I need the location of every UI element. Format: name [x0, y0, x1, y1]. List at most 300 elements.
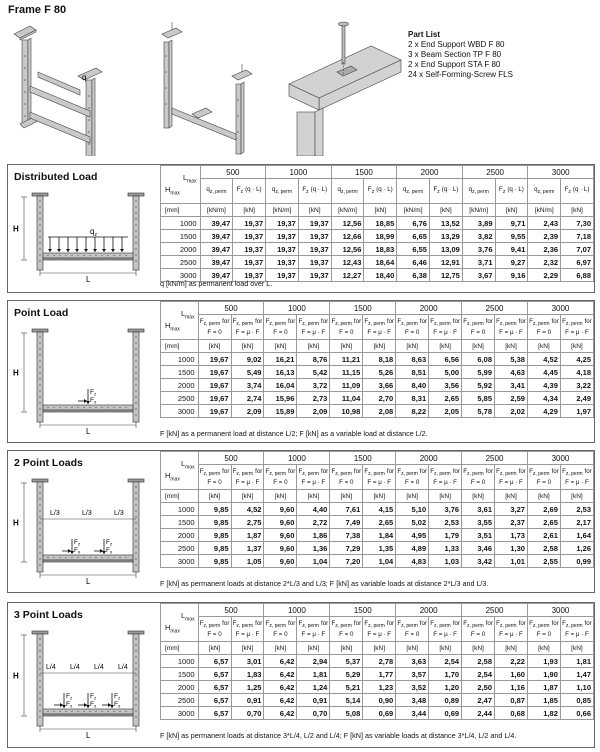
q-subscript: z, perm: [209, 189, 227, 196]
kn-per-m-unit: [kN/m]: [462, 204, 495, 217]
frame-drawing: [32, 479, 144, 572]
f-z-perm-header: [527, 617, 560, 642]
value-cell: 2,37: [495, 516, 528, 529]
table-row: [161, 256, 594, 269]
q-perm-header: [200, 179, 233, 204]
f-symbol: F: [298, 318, 303, 326]
value-cell: 3,56: [429, 379, 462, 392]
condition-label: F = μ · F: [367, 328, 392, 336]
value-cell: 13,09: [429, 243, 462, 256]
value-cell: 1,25: [231, 681, 264, 694]
lmax-symbol: L: [180, 459, 186, 468]
f-formula: (q · L): [376, 185, 393, 193]
for-label: for: [222, 318, 230, 326]
value-cell: 1,36: [297, 542, 330, 555]
for-label: for: [353, 318, 362, 326]
value-cell: 19,37: [233, 256, 266, 269]
value-cell: 16,04: [264, 379, 297, 392]
kn-unit: [kN]: [198, 642, 231, 655]
value-cell: 19,37: [266, 243, 299, 256]
value-cell: 5,10: [396, 503, 429, 516]
span-division-label: L/3: [50, 510, 60, 517]
for-label: for: [518, 468, 526, 476]
f-subscript: z, perm: [335, 471, 352, 478]
condition-label: F = μ · F: [367, 478, 392, 486]
value-cell: 0,70: [297, 707, 330, 720]
table-footnote: F [kN] as permanent loads at distance 2*L/3 and L/3; F [kN] as variable loads at distance 2*L/3 and L/3.: [160, 579, 489, 588]
value-cell: 7,29: [330, 542, 363, 555]
value-cell: 19,67: [198, 392, 231, 405]
fz-force-label: $F_z$: [90, 693, 97, 701]
value-cell: 1,35: [363, 542, 396, 555]
value-cell: 4,39: [527, 379, 560, 392]
f-z-header: [233, 179, 266, 204]
value-cell: 5,26: [363, 366, 396, 379]
length-column-header: 2500: [462, 452, 528, 465]
f-subscript: z, perm: [203, 321, 221, 328]
length-column-header: 3000: [527, 452, 593, 465]
unit-row: [161, 340, 594, 353]
f-symbol: F: [298, 620, 303, 628]
condition-label: F = 0: [470, 478, 486, 486]
f-subscript: z: [437, 189, 440, 196]
hmax-symbol: H: [165, 184, 171, 194]
value-cell: 2,32: [528, 256, 561, 269]
value-cell: 9,85: [198, 516, 231, 529]
value-cell: 13,29: [429, 230, 462, 243]
for-label: for: [288, 620, 296, 628]
unit-row: [161, 204, 594, 217]
length-column-header: 500: [198, 452, 264, 465]
part-list-item: 3 x Beam Section TP F 80: [408, 50, 502, 59]
value-cell: 15,96: [264, 392, 297, 405]
length-column-header: 3000: [528, 166, 594, 179]
value-cell: 4,40: [297, 503, 330, 516]
section-title: 2 Point Loads: [14, 457, 83, 469]
f-symbol: F: [496, 468, 500, 476]
height-cell: 3000: [161, 405, 199, 418]
value-cell: 1,33: [429, 542, 462, 555]
f-subscript: z, perm: [532, 623, 550, 630]
condition-label: F = 0: [405, 630, 420, 638]
value-cell: 2,55: [527, 555, 560, 568]
value-cell: 2,53: [560, 503, 593, 516]
for-label: for: [320, 620, 329, 628]
f-subscript: z, perm: [466, 471, 484, 478]
kn-unit: [kN]: [330, 642, 363, 655]
f-z-perm-header: [264, 465, 297, 490]
f-z-perm-header: [429, 465, 462, 490]
distributed-load-arrows: [48, 237, 128, 252]
length-header-row: [161, 166, 594, 179]
height-cell: 3000: [161, 555, 199, 568]
kn-per-m-unit: [kN/m]: [331, 204, 364, 217]
kn-unit: [kN]: [297, 490, 330, 503]
condition-label: F = μ · F: [301, 630, 326, 638]
value-cell: 7,49: [330, 516, 363, 529]
for-label: for: [485, 620, 493, 628]
value-cell: 1,05: [231, 555, 264, 568]
value-cell: 3,57: [396, 668, 429, 681]
frame-drawing: [32, 193, 144, 270]
lmax-subscript: max: [187, 178, 197, 185]
value-cell: 6,46: [397, 256, 430, 269]
value-cell: 3,66: [363, 379, 396, 392]
table-row: [161, 707, 594, 720]
length-header-row: [161, 302, 594, 315]
length-column-header: 2000: [396, 452, 462, 465]
condition-label: F = 0: [536, 478, 552, 486]
value-cell: 39,47: [200, 243, 233, 256]
condition-label: F = μ · F: [433, 328, 457, 336]
q-symbol: q: [337, 185, 341, 193]
subheader-row: [161, 617, 594, 642]
kn-unit: [kN]: [396, 642, 429, 655]
for-label: for: [584, 620, 592, 628]
value-cell: 2,69: [527, 503, 560, 516]
q-perm-header: [462, 179, 495, 204]
table-row: [161, 655, 594, 668]
value-cell: 3,51: [462, 529, 495, 542]
f-subscript: z, perm: [368, 471, 385, 478]
frame-drawing: [32, 329, 144, 422]
value-cell: 5,92: [462, 379, 495, 392]
value-cell: 2,58: [527, 542, 560, 555]
f-z-perm-header: [527, 315, 560, 340]
mm-unit: [mm]: [161, 490, 199, 503]
value-cell: 4,83: [396, 555, 429, 568]
length-column-header: 3000: [527, 604, 593, 617]
fx-force-label: $F_x$: [90, 397, 97, 405]
value-cell: 1,85: [527, 694, 560, 707]
f-symbol: F: [298, 468, 303, 476]
value-cell: 9,60: [264, 529, 297, 542]
value-cell: 9,16: [495, 269, 528, 282]
value-cell: 5,08: [330, 707, 363, 720]
value-cell: 19,37: [266, 217, 299, 230]
section-title: Point Load: [14, 307, 69, 319]
condition-label: F = μ · F: [565, 478, 589, 486]
value-cell: 2,02: [495, 405, 528, 418]
value-cell: 0,66: [560, 707, 593, 720]
span-division-label: L/4: [70, 664, 80, 671]
f-subscript: z, perm: [335, 623, 352, 630]
value-cell: 4,52: [231, 503, 264, 516]
f-symbol: F: [529, 468, 533, 476]
f-z-perm-header: [363, 315, 396, 340]
value-cell: 1,86: [297, 529, 330, 542]
value-cell: 1,73: [495, 529, 528, 542]
value-cell: 11,21: [330, 353, 363, 366]
value-cell: 15,89: [264, 405, 297, 418]
length-column-header: 2500: [462, 302, 528, 315]
value-cell: 18,99: [364, 230, 397, 243]
f-z-perm-header: [330, 315, 363, 340]
value-cell: 0,89: [429, 694, 462, 707]
value-cell: 6,55: [397, 243, 430, 256]
value-cell: 1,81: [560, 655, 593, 668]
lmax-label: [165, 309, 197, 321]
value-cell: 2,17: [560, 516, 593, 529]
value-cell: 19,37: [233, 230, 266, 243]
length-column-header: 1500: [330, 452, 396, 465]
kn-per-m-unit: [kN/m]: [397, 204, 430, 217]
value-cell: 2,78: [363, 655, 396, 668]
f-symbol: F: [562, 620, 566, 628]
for-label: for: [320, 318, 329, 326]
value-cell: 4,15: [363, 503, 396, 516]
value-cell: 11,09: [330, 379, 363, 392]
for-label: for: [584, 468, 592, 476]
f-z-header: [561, 179, 594, 204]
value-cell: 7,18: [561, 230, 594, 243]
value-cell: 0,87: [495, 694, 528, 707]
value-cell: 19,37: [298, 269, 331, 282]
value-cell: 3,63: [396, 655, 429, 668]
length-dimension-label: L: [86, 731, 91, 740]
length-column-header: 1000: [264, 604, 330, 617]
value-cell: 6,42: [264, 681, 297, 694]
value-cell: 39,47: [200, 269, 233, 282]
height-cell: 1000: [161, 655, 199, 668]
value-cell: 8,63: [396, 353, 429, 366]
value-cell: 0,69: [363, 707, 396, 720]
value-cell: 4,29: [527, 405, 560, 418]
hmax-symbol: H: [165, 320, 171, 330]
for-label: for: [551, 468, 559, 476]
f-formula: (q · L): [572, 185, 590, 193]
q-symbol: q: [468, 185, 473, 193]
height-cell: 3000: [161, 269, 201, 282]
value-cell: 5,99: [462, 366, 495, 379]
length-column-header: 2500: [462, 166, 528, 179]
condition-label: F = 0: [405, 478, 420, 486]
value-cell: 2,65: [363, 516, 396, 529]
value-cell: 19,37: [233, 269, 266, 282]
value-cell: 3,76: [462, 243, 495, 256]
fx-force-label: $F_x$: [90, 701, 97, 709]
f-z-perm-header: [231, 315, 264, 340]
height-cell: 1000: [161, 353, 199, 366]
fz-force-label: $F_z$: [66, 693, 73, 701]
part-list-item: 2 x End Support WBD F 80: [408, 40, 505, 49]
f-z-perm-header: [396, 315, 429, 340]
kn-unit: [kN]: [429, 642, 462, 655]
value-cell: 13,52: [429, 217, 462, 230]
f-symbol: F: [364, 620, 369, 628]
height-dimension-label: H: [13, 671, 19, 681]
value-cell: 1,01: [495, 555, 528, 568]
f-subscript: z, perm: [401, 321, 418, 328]
condition-label: F = μ · F: [433, 630, 457, 638]
q-perm-header: [331, 179, 364, 204]
q-subscript: z, perm: [472, 189, 489, 196]
condition-label: F = 0: [470, 328, 486, 336]
for-label: for: [452, 468, 460, 476]
f-z-perm-header: [495, 315, 528, 340]
f-z-header: [495, 179, 528, 204]
length-dimension-label: L: [86, 577, 91, 586]
table-row: [161, 230, 594, 243]
f-subscript: z, perm: [236, 623, 254, 630]
section-title: Distributed Load: [14, 171, 98, 183]
q-subscript: z, perm: [537, 189, 555, 196]
value-cell: 5,85: [462, 392, 495, 405]
kn-unit: [kN]: [363, 340, 396, 353]
f-subscript: z, perm: [203, 471, 221, 478]
length-dimension-label: L: [86, 275, 91, 284]
value-cell: 19,37: [266, 256, 299, 269]
height-cell: 2500: [161, 392, 199, 405]
kn-unit: [kN]: [527, 642, 560, 655]
hmax-subscript: max: [170, 628, 180, 634]
for-label: for: [386, 468, 395, 476]
f-z-perm-header: [527, 465, 560, 490]
value-cell: 3,01: [231, 655, 264, 668]
value-cell: 1,37: [231, 542, 264, 555]
f-z-header: [364, 179, 397, 204]
condition-label: F = 0: [339, 328, 354, 336]
value-cell: 3,71: [462, 256, 495, 269]
f-subscript: z, perm: [335, 321, 352, 328]
hmax-symbol: H: [165, 622, 171, 632]
height-cell: 2500: [161, 694, 199, 707]
lmax-label: [165, 459, 197, 471]
kn-unit: [kN]: [231, 340, 264, 353]
f-z-perm-header: [560, 315, 593, 340]
value-cell: 6,97: [561, 256, 594, 269]
f-subscript: z, perm: [368, 623, 385, 630]
for-label: for: [353, 620, 362, 628]
value-cell: 5,42: [297, 366, 330, 379]
q-subscript: z, perm: [275, 189, 293, 196]
fz-force-label: $F_z$: [114, 693, 121, 701]
length-column-header: 2500: [462, 604, 528, 617]
table-row: [161, 379, 594, 392]
for-label: for: [320, 468, 329, 476]
value-cell: 1,81: [297, 668, 330, 681]
f-z-perm-header: [429, 315, 462, 340]
kn-unit: [kN]: [297, 340, 330, 353]
value-cell: 8,51: [396, 366, 429, 379]
value-cell: 1,60: [495, 668, 528, 681]
value-cell: 3,41: [495, 379, 528, 392]
value-cell: 39,47: [200, 230, 233, 243]
f-subscript: z, perm: [434, 321, 451, 328]
value-cell: 2,53: [429, 516, 462, 529]
length-column-header: 500: [198, 302, 264, 315]
f-subscript: z, perm: [401, 471, 418, 478]
value-cell: 3,42: [462, 555, 495, 568]
value-cell: 6,42: [264, 694, 297, 707]
value-cell: 2,72: [297, 516, 330, 529]
value-cell: 2,54: [462, 668, 495, 681]
value-cell: 1,79: [429, 529, 462, 542]
height-cell: 1500: [161, 230, 201, 243]
exploded-frame-illustration: [150, 16, 275, 156]
lmax-hmax-corner: [161, 166, 201, 204]
kn-unit: [kN]: [297, 642, 330, 655]
fx-force-label: $F_x$: [114, 701, 121, 709]
table-row: [161, 217, 594, 230]
f-symbol: F: [430, 468, 435, 476]
load-table: [160, 603, 594, 720]
frame-drawing: [32, 631, 144, 726]
value-cell: 19,67: [198, 379, 231, 392]
value-cell: 3,55: [462, 516, 495, 529]
f-z-perm-header: [363, 465, 396, 490]
svg-text:q: q: [82, 73, 87, 82]
length-column-header: 2000: [396, 302, 462, 315]
length-column-header: 500: [198, 604, 264, 617]
value-cell: 1,30: [495, 542, 528, 555]
value-cell: 9,85: [198, 529, 231, 542]
value-cell: 3,44: [396, 707, 429, 720]
value-cell: 3,48: [396, 694, 429, 707]
f-z-perm-header: [396, 617, 429, 642]
value-cell: 5,49: [231, 366, 264, 379]
frame-assembly-illustration: [0, 16, 140, 156]
value-cell: 1,64: [560, 529, 593, 542]
f-formula: (q · L): [245, 185, 262, 193]
f-z-perm-header: [330, 465, 363, 490]
value-cell: 1,20: [429, 681, 462, 694]
value-cell: 5,21: [330, 681, 363, 694]
kn-unit: [kN]: [330, 340, 363, 353]
f-symbol: F: [232, 468, 237, 476]
value-cell: 12,66: [331, 230, 364, 243]
condition-label: F = μ · F: [565, 328, 589, 336]
kn-unit: [kN]: [363, 490, 396, 503]
value-cell: 9,60: [264, 503, 297, 516]
subheader-row: [161, 465, 594, 490]
lmax-label: [165, 173, 199, 185]
height-cell: 1000: [161, 217, 201, 230]
f-symbol: F: [397, 620, 402, 628]
height-cell: 1500: [161, 516, 199, 529]
value-cell: 2,29: [528, 269, 561, 282]
value-cell: 9,02: [231, 353, 264, 366]
kn-unit: [kN]: [429, 490, 462, 503]
value-cell: 8,40: [396, 379, 429, 392]
point-load-section: [7, 300, 595, 443]
condition-label: F = 0: [536, 630, 552, 638]
value-cell: 9,60: [264, 516, 297, 529]
f-z-perm-header: [198, 617, 231, 642]
f-symbol: F: [430, 620, 435, 628]
f-symbol: F: [496, 620, 500, 628]
f-symbol: F: [562, 318, 566, 326]
fx-force-label: $F_x$: [66, 701, 73, 709]
value-cell: 2,54: [429, 655, 462, 668]
value-cell: 2,43: [528, 217, 561, 230]
f-subscript: z, perm: [532, 321, 550, 328]
height-dimension-label: H: [13, 224, 19, 234]
part-list-item: 24 x Self-Forming-Screw FLS: [408, 70, 513, 79]
condition-label: F = 0: [470, 630, 486, 638]
value-cell: 5,38: [495, 353, 528, 366]
value-cell: 3,72: [297, 379, 330, 392]
load-case-diagram: [10, 321, 160, 437]
value-cell: 12,43: [331, 256, 364, 269]
lmax-subscript: max: [185, 616, 195, 623]
length-dimension-label: L: [86, 427, 91, 436]
kn-unit: [kN]: [495, 204, 528, 217]
f-z-header: [429, 179, 462, 204]
value-cell: 8,22: [396, 405, 429, 418]
for-label: for: [288, 318, 296, 326]
for-label: for: [419, 620, 428, 628]
